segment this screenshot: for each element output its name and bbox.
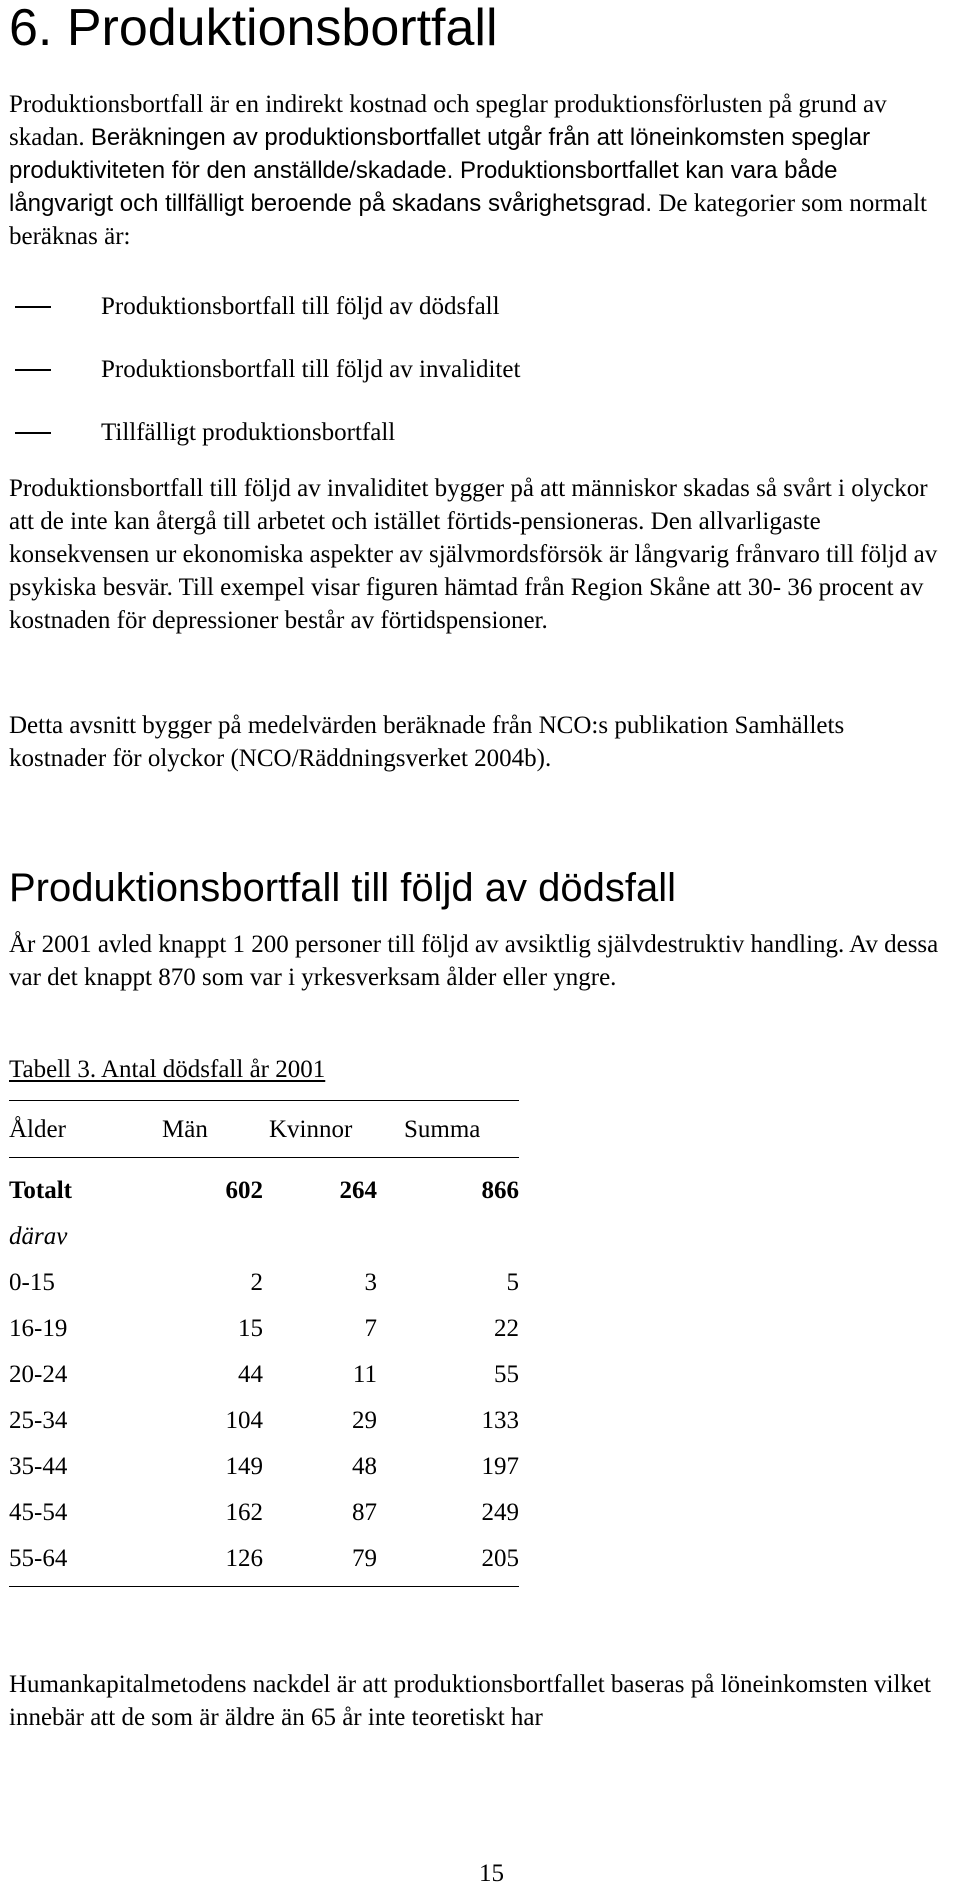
category-list — [9, 290, 520, 479]
list-item: Produktionsbortfall till följd av dödsfall — [9, 290, 520, 353]
table-row: 45-54 162 87 249 — [9, 1499, 519, 1526]
humancapital-paragraph: Humankapitalmetodens nackdel är att produktionsbortfallet baseras på löneinkomsten vilket innebär att de som är äldre än 65 år inte teoretiskt har — [9, 1671, 931, 1731]
table-row: 0-15 2 3 5 — [9, 1269, 519, 1296]
list-item: Produktionsbortfall till följd av invaliditet — [9, 353, 520, 416]
dash-bullet-icon — [15, 306, 51, 308]
table-caption: Tabell 3. Antal dödsfall år 2001 — [9, 1056, 326, 1083]
dash-bullet-icon — [15, 369, 51, 371]
source-paragraph: Detta avsnitt bygger på medelvärden beräknade från NCO:s publikation Samhällets kostnader för olyckor (NCO/Räddningsverket 2004b). — [9, 712, 845, 772]
header-sum: Summa — [404, 1116, 481, 1143]
table-rule-top — [9, 1100, 519, 1101]
table-total-row: Totalt 602 264 866 — [9, 1177, 519, 1204]
invalidity-paragraph: Produktionsbortfall till följd av invaliditet bygger på att människor skadas så svårt i olyckor att de inte kan återgå till arbetet och istället förtids-pensioneras. Den allvarligaste konsekvensen ur ekonomiska aspekter av självmordsförsök är långvarig frånvaro till följd av psykiska besvär. Till exempel visar figuren hämtad från Region Skåne att 30- 36 procent av kostnaden för depressioner består av förtidspensioner. — [9, 475, 938, 634]
deaths-paragraph: År 2001 avled knappt 1 200 personer till följd av avsiktlig självdestruktiv handling. Av dessa var det knappt 870 som var i yrkesverksam ålder eller yngre. — [9, 931, 939, 991]
table-header-row — [9, 1109, 519, 1155]
deaths-table — [9, 1100, 519, 1587]
table-rule-header — [9, 1157, 519, 1158]
table-subheading: därav — [9, 1223, 68, 1250]
header-age: Ålder — [9, 1116, 66, 1143]
dash-bullet-icon — [15, 432, 51, 434]
intro-text-3: De kategorier som normalt beräknas är: — [9, 190, 927, 250]
header-men: Män — [162, 1116, 208, 1143]
intro-text-1: Produktionsbortfall är en indirekt kostnad och speglar produktionsförlusten på grund av skadan. — [9, 91, 887, 151]
table-row: 55-64 126 79 205 — [9, 1545, 519, 1572]
table-row: 35-44 149 48 197 — [9, 1453, 519, 1480]
table-rule-bottom — [9, 1586, 519, 1587]
list-item: Tillfälligt produktionsbortfall — [9, 416, 520, 479]
intro-paragraph — [9, 88, 944, 253]
table-row: 20-24 44 11 55 — [9, 1361, 519, 1388]
header-women: Kvinnor — [269, 1116, 353, 1143]
table-row: 25-34 104 29 133 — [9, 1407, 519, 1434]
chapter-title: 6. Produktionsbortfall — [9, 0, 498, 57]
table-row: 16-19 15 7 22 — [9, 1315, 519, 1342]
intro-text-2: Beräkningen av produktionsbortfallet utgår från att löneinkomsten speglar produktiviteten för den anställde/skadade. Produktionsbortfallet kan vara både långvarigt och tillfälligt beroende på skadans svårighetsgrad. — [9, 124, 871, 217]
section-title: Produktionsbortfall till följd av dödsfall — [9, 866, 677, 910]
page-number: 15 — [479, 1860, 504, 1887]
